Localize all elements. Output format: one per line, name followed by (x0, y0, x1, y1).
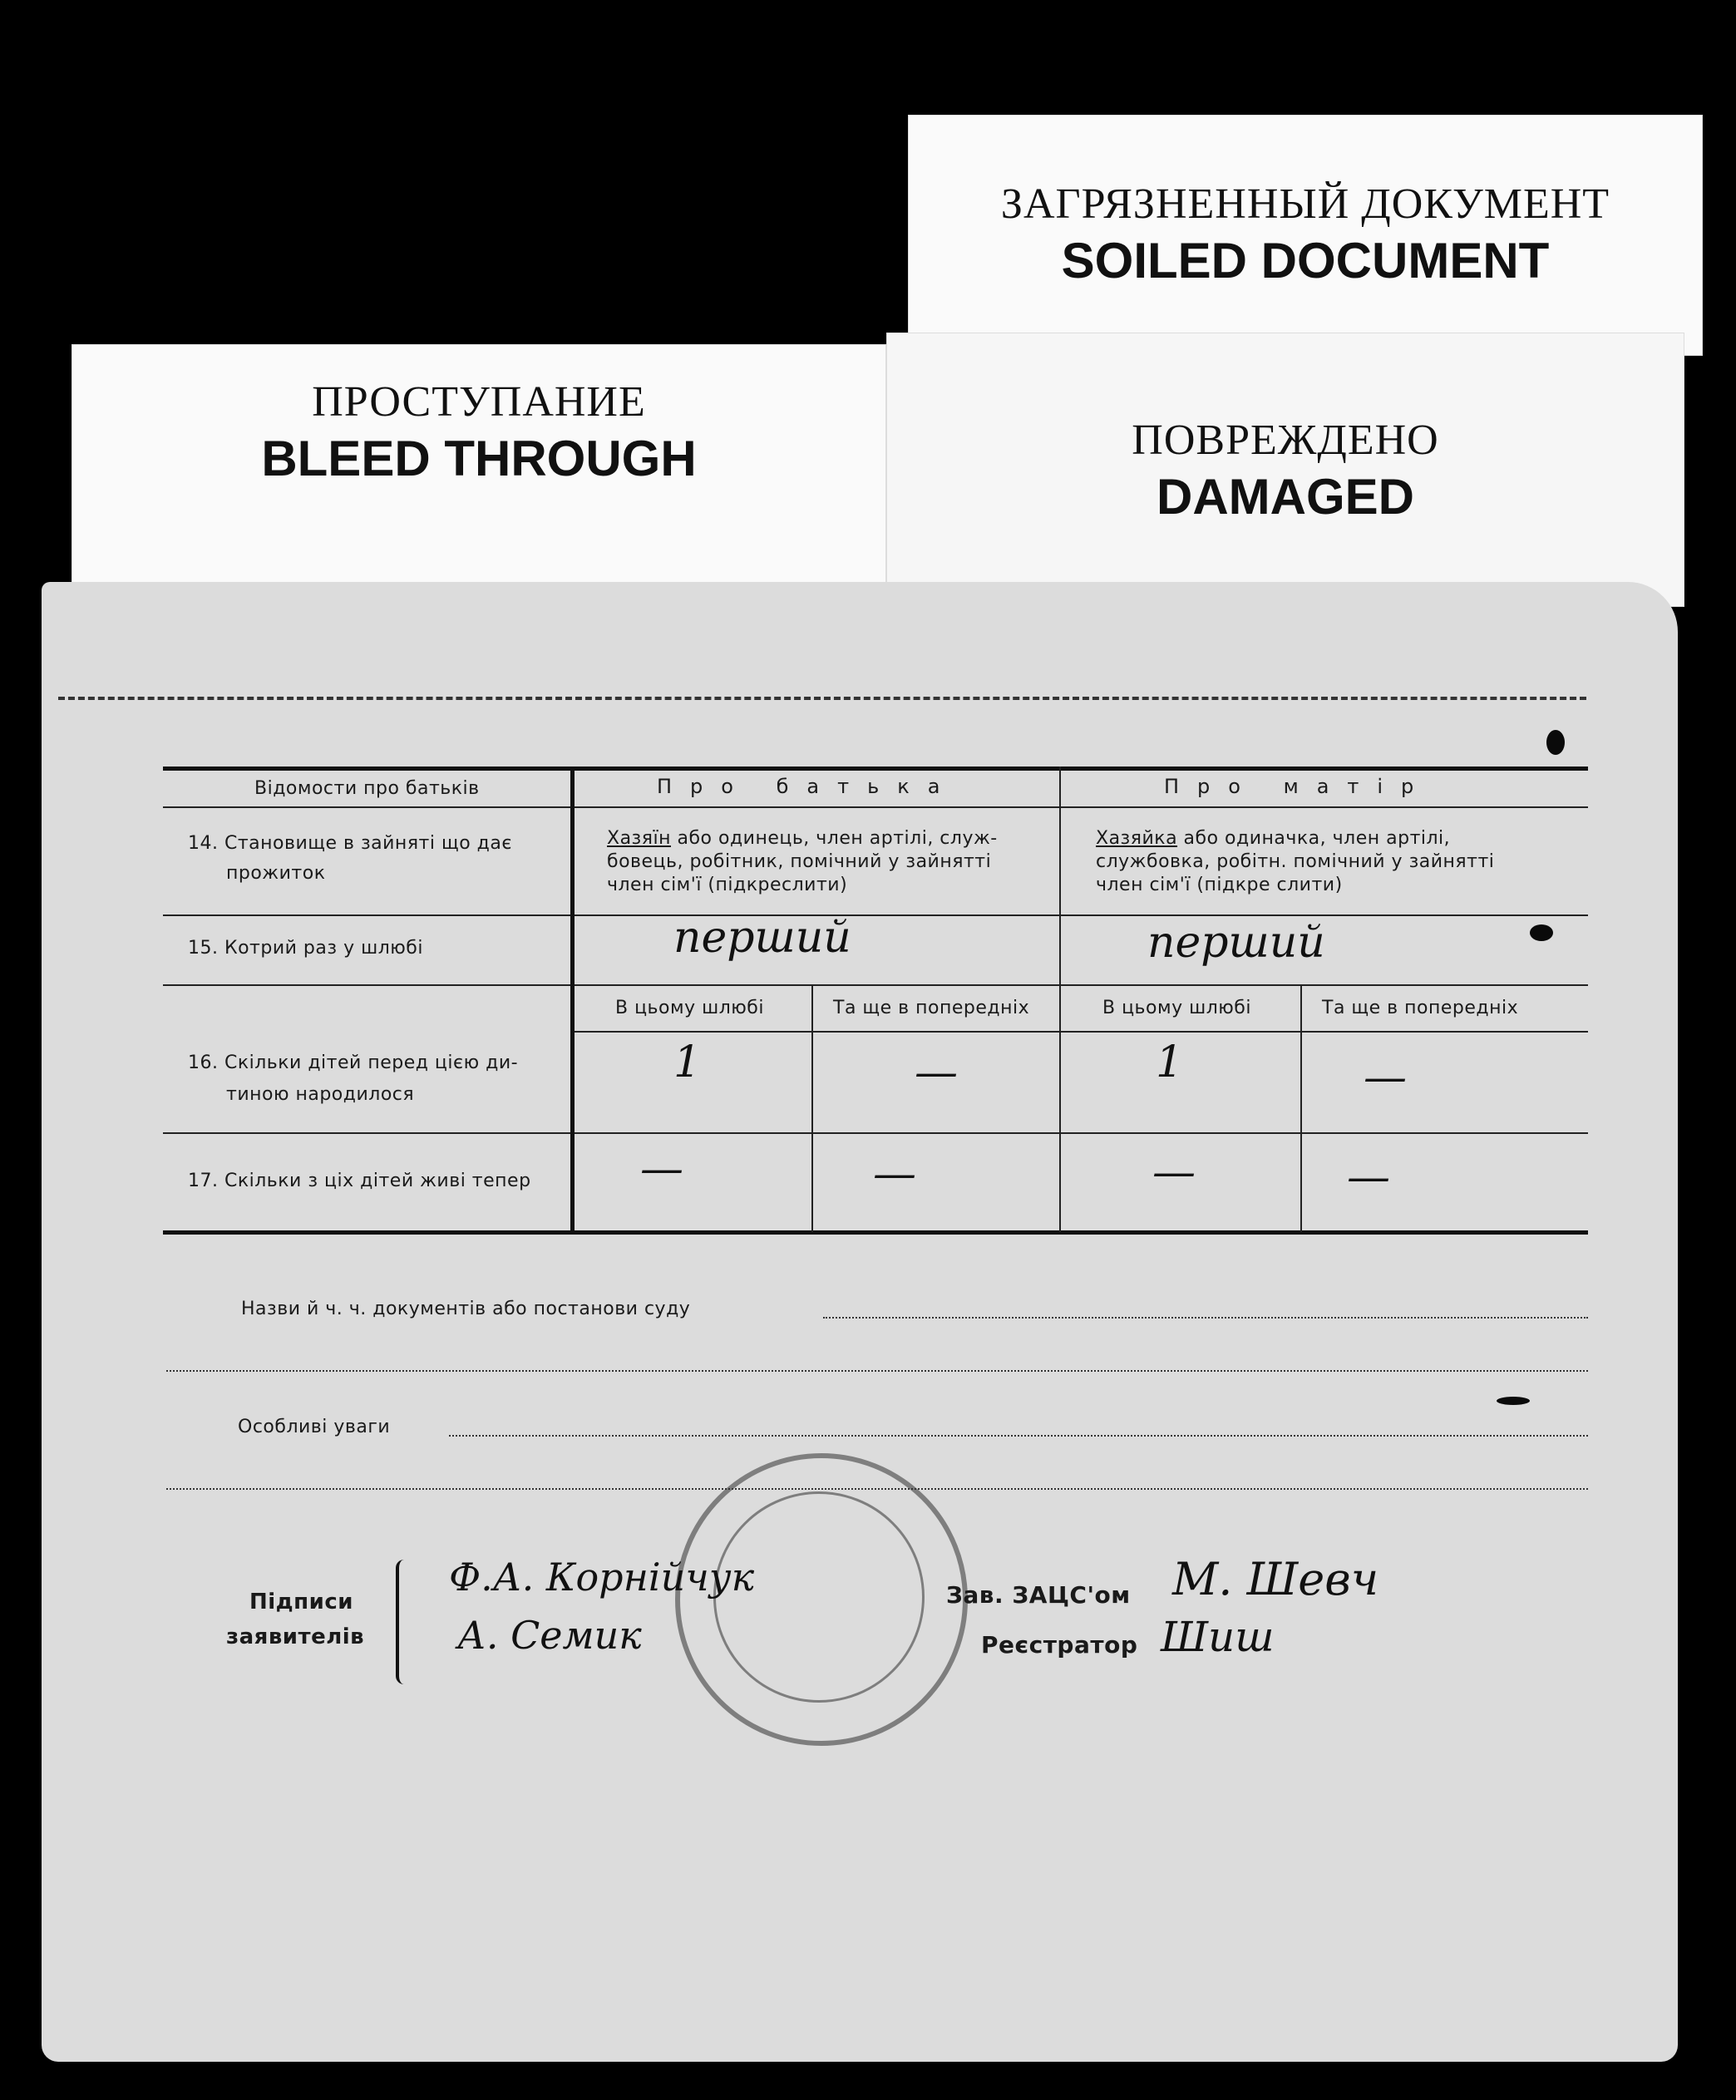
row16-label-line2: тиною народилося (226, 1084, 415, 1105)
subheader-father-previous: Та ще в попередніх (833, 998, 1030, 1018)
row16-rule (163, 1132, 1588, 1134)
soiled-label-ru: ЗАГРЯЗНЕННЫЙ ДОКУМЕНТ (1000, 180, 1610, 228)
documents-label: Назви й ч. ч. документів або постанови суду (241, 1299, 691, 1319)
damaged-label-ru: ПОВРЕЖДЕНО (1132, 417, 1439, 464)
applicant1-signature: Ф.А. Корнійчук (449, 1555, 755, 1600)
row14-rule (163, 914, 1588, 916)
col-divider-1 (570, 767, 575, 1232)
damage-tear (1497, 1397, 1530, 1405)
soiled-document-label (908, 115, 1703, 356)
bleed-label-ru: ПРОСТУПАНИЕ (312, 378, 646, 426)
row16-father-this: 1 (673, 1038, 702, 1087)
applicants-label-line2: заявителів (226, 1624, 365, 1649)
header-mother: Про матір (1164, 775, 1433, 798)
row15-mother-value: перший (1147, 918, 1325, 968)
row14-father-line2: бовець, робітник, помічний у зайнятті (607, 851, 992, 872)
row14-label-line1: 14. Становище в зайняті що дає (188, 833, 512, 854)
subheader-mother-previous: Та ще в попередніх (1322, 998, 1519, 1018)
head-signature: М. Шевч (1172, 1553, 1379, 1605)
row14-mother-line1: Хазяйка або одиначка, член артілі, (1096, 828, 1451, 849)
row17-mother-previous: — (1347, 1152, 1390, 1202)
row16-mother-this: 1 (1156, 1038, 1184, 1087)
subheader-rule (574, 1031, 1588, 1033)
subheader-mother-this: В цьому шлюбі (1102, 998, 1251, 1018)
header-parents-info: Відомости про батьків (254, 778, 480, 799)
row14-mother-line2: службовка, робітн. помічний у зайнятті (1096, 851, 1495, 872)
head-label: Зав. ЗАЦС'ом (946, 1581, 1131, 1609)
document-sheet (42, 582, 1678, 2062)
damage-hole (1546, 730, 1565, 755)
signature-brace (396, 1560, 411, 1684)
notes-label: Особливі уваги (238, 1417, 391, 1437)
father-occupation-underlined: Хазяїн (607, 828, 671, 849)
col-divider-father (811, 984, 813, 1232)
row14-label-line2: прожиток (226, 863, 326, 884)
row14-father-line3: член сім'ї (підкреслити) (607, 875, 848, 895)
damaged-label-en: DAMAGED (1157, 469, 1414, 525)
row16-father-previous: — (915, 1048, 958, 1097)
registrar-signature: Шиш (1161, 1613, 1275, 1661)
col-divider-2 (1059, 767, 1061, 1232)
notes-line-1 (449, 1435, 1588, 1437)
row14-mother-line3: член сім'ї (підкре слити) (1096, 875, 1343, 895)
documents-line-1 (823, 1317, 1588, 1319)
row16-label-line1: 16. Скільки дітей перед цією ди- (188, 1052, 519, 1073)
soiled-label-en: SOILED DOCUMENT (1061, 233, 1550, 288)
col-divider-mother (1300, 984, 1302, 1232)
official-seal-stamp (675, 1453, 968, 1746)
table-header-rule (163, 806, 1588, 808)
row15-father-value: перший (673, 913, 851, 963)
header-father: Про батька (657, 775, 959, 798)
row16-mother-previous: — (1364, 1052, 1407, 1102)
mother-occupation-underlined: Хазяйка (1096, 828, 1178, 849)
row14-father-line1: Хазяїн або одинець, член артілі, служ- (607, 828, 998, 849)
row17-father-previous: — (873, 1149, 916, 1199)
perforation-line (58, 697, 1586, 700)
applicants-label-line1: Підписи (249, 1590, 353, 1614)
documents-line-2 (166, 1370, 1588, 1372)
row15-rule (163, 984, 1588, 986)
registrar-label: Реєстратор (981, 1631, 1138, 1659)
damage-hole (1530, 924, 1553, 941)
bleed-label-en: BLEED THROUGH (261, 431, 697, 486)
bleed-through-label (72, 344, 886, 610)
table-top-rule (163, 767, 1588, 771)
row17-father-this: — (640, 1144, 683, 1194)
row15-label: 15. Котрий раз у шлюбі (188, 938, 423, 959)
applicant2-signature: А. Семик (457, 1613, 642, 1658)
table-bottom-rule (163, 1230, 1588, 1235)
damaged-label (886, 333, 1684, 607)
row17-mother-this: — (1152, 1147, 1196, 1197)
row17-label: 17. Скільки з ціх дітей живі тепер (188, 1171, 531, 1191)
subheader-father-this: В цьому шлюбі (615, 998, 764, 1018)
